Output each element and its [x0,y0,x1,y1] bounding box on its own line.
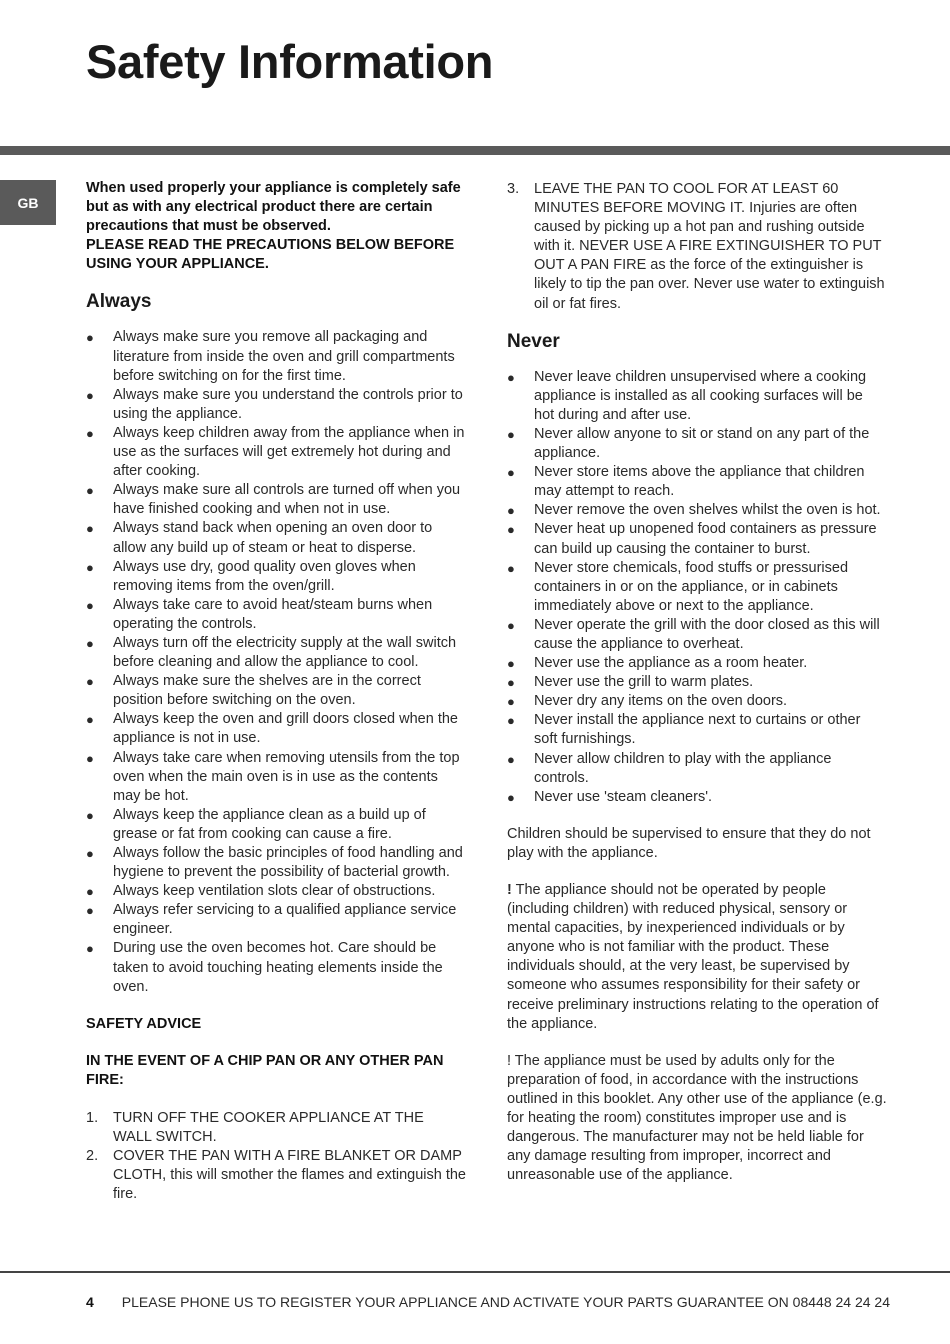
pan-fire-heading: IN THE EVENT OF A CHIP PAN OR ANY OTHER PAN FIRE: [86,1052,444,1088]
never-item-text: Never leave children unsupervised where a cooking appliance is installed as all cooking surfaces will be hot during and after use. [534,368,867,423]
step-text: LEAVE THE PAN TO COOL FOR AT LEAST 60 MINUTES BEFORE MOVING IT. Injuries are often caused by picking up a hot pan and rushing outside with it. NEVER USE A FIRE EXTINGUISHER TO PUT OUT A PAN FIRE as the force of the extinguisher is likely to tip the pan over. Never use water to extinguish oil or fat fires. [534,181,885,312]
bullet-icon: ● [86,712,94,728]
always-item [86,844,466,882]
never-item-text: Never store chemicals, food stuffs or pressurised containers in or on the appliance, or in cabinets immediately above or next to the appliance. [534,559,849,614]
bullet-icon: ● [86,846,94,861]
always-list [86,328,466,996]
always-item [86,672,466,710]
never-heading: Never [507,330,560,352]
bullet-icon: ● [507,369,515,385]
never-item-text: Never use the appliance as a room heater. [534,655,808,672]
always-item-text: During use the oven becomes hot. Care should be taken to avoid touching heating elements inside the oven. [113,940,443,995]
never-item [507,616,887,654]
bullet-icon: ● [507,656,515,672]
never-item-text: Never allow anyone to sit or stand on any part of the appliance. [534,425,870,462]
intro-text [86,179,466,274]
always-item [86,481,466,519]
always-item [86,596,466,634]
header-divider [0,146,950,155]
never-item-text: Never use the grill to warm plates. [534,674,754,691]
never-item-text: Never allow children to play with the appliance controls. [534,750,832,786]
always-item-text: Always take care when removing utensils from the top oven when the main oven is in use as the contents may be hot. [113,749,460,804]
step-item [86,1147,466,1204]
always-item-text: Always make sure all controls are turned off when you have finished cooking and when not in use. [113,482,461,518]
always-item [86,424,466,481]
never-item [507,750,887,788]
never-item [507,654,887,673]
pan-fire-steps-left [86,1109,466,1204]
bullet-icon: ● [86,483,94,499]
intro-warning: PLEASE READ THE PRECAUTIONS BELOW BEFORE USING YOUR APPLIANCE. [86,237,455,273]
always-item [86,634,466,672]
bullet-icon: ● [86,559,94,575]
bullet-icon: ● [86,635,94,651]
never-item-text: Never heat up unopened food containers as pressure can build up causing the container to burst. [534,521,877,557]
always-item [86,519,466,557]
never-item [507,501,887,520]
never-item [507,788,887,807]
safety-advice-heading: SAFETY ADVICE [86,1015,202,1032]
bullet-icon: ● [507,560,515,576]
language-tab: GB [0,180,56,225]
bullet-icon: ● [86,597,94,613]
footer-text: PLEASE PHONE US TO REGISTER YOUR APPLIANCE AND ACTIVATE YOUR PARTS GUARANTEE ON 08448 24 24 24 [121,1294,890,1310]
bullet-icon: ● [507,789,515,805]
step-text: COVER THE PAN WITH A FIRE BLANKET OR DAMP CLOTH, this will smother the flames and extinguish the fire. [113,1148,466,1203]
always-item [86,558,466,596]
always-item [86,710,466,748]
always-item [86,386,466,424]
bullet-icon: ● [507,675,515,691]
step-number: 3. [507,181,520,197]
bullet-icon: ● [86,387,94,403]
never-item [507,692,887,711]
never-item [507,425,887,463]
page-title: Safety Information [86,35,494,88]
always-item [86,806,466,844]
bullet-icon: ● [86,807,94,823]
always-item-text: Always take care to avoid heat/steam burns when operating the controls. [113,596,433,632]
adults-only-note: ! The appliance must be used by adults only for the preparation of food, in accordance with the instructions outlined in this booklet. Any other use of the appliance (e.g. for heating the room) constitutes improper use and is dangerous. The manufacturer may not be held liable for any damage resulting from improper, incorrect and unreasonable use of the appliance. [507,1052,887,1184]
exclamation-mark: ! [507,882,512,898]
always-item [86,939,466,996]
always-item-text: Always use dry, good quality oven gloves when removing items from the oven/grill. [113,558,416,594]
bullet-icon: ● [507,713,515,729]
always-item [86,749,466,806]
step-item [507,180,887,314]
step-number: 2. [86,1148,99,1165]
never-item [507,463,887,501]
always-item-text: Always make sure you remove all packaging and literature from inside the oven and grill compartments before switching on for the first time. [113,329,455,384]
bullet-icon: ● [507,522,515,538]
bullet-icon: ● [86,425,94,441]
always-heading: Always [86,291,152,313]
footer [86,1294,890,1310]
bullet-icon: ● [507,503,515,519]
bullet-icon: ● [86,903,94,919]
never-item-text: Never install the appliance next to curtains or other soft furnishings. [534,712,861,748]
always-item-text: Always keep the oven and grill doors closed when the appliance is not in use. [113,711,458,747]
never-item-text: Never store items above the appliance that children may attempt to reach. [534,464,865,500]
bullet-icon: ● [86,674,94,690]
never-list [507,368,887,807]
right-column [507,180,887,1185]
bullet-icon: ● [86,521,94,537]
never-item [507,368,887,425]
bullet-icon: ● [507,617,515,633]
intro-paragraph: When used properly your appliance is completely safe but as with any electrical product there are certain precautions that must be observed. [86,180,461,235]
always-item-text: Always keep ventilation slots clear of obstructions. [113,883,436,900]
bullet-icon: ● [86,330,94,346]
always-item-text: Always turn off the electricity supply at the wall switch before cleaning and allow the appliance to cool. [113,634,457,671]
always-item-text: Always refer servicing to a qualified appliance service engineer. [113,902,457,938]
bullet-icon: ● [507,426,515,442]
bullet-icon: ● [507,694,515,710]
left-column [86,179,466,1205]
step-number: 1. [86,1110,99,1127]
never-item-text: Never remove the oven shelves whilst the oven is hot. [534,502,881,519]
never-item-text: Never use 'steam cleaners'. [534,788,713,805]
never-item [507,559,887,616]
children-note: Children should be supervised to ensure that they do not play with the appliance. [507,825,871,861]
always-item-text: Always stand back when opening an oven door to allow any build up of steam or heat to disperse. [113,520,433,556]
footer-divider [0,1271,950,1273]
always-item [86,901,466,939]
bullet-icon: ● [86,750,94,766]
pan-fire-steps-right [507,180,887,314]
capacity-note-text: The appliance should not be operated by people (including children) with reduced physical, sensory or mental capacities, by inexperienced individuals or by anyone who is not familiar with the product. These individuals should, at the very least, be supervised by someone who assumes responsibility for their safety or receive preliminary instructions relating to the operation of the appliance. [507,882,879,1032]
never-item [507,520,887,558]
step-text: TURN OFF THE COOKER APPLIANCE AT THE WALL SWITCH. [113,1110,424,1146]
capacity-note [507,881,887,1034]
bullet-icon: ● [86,884,94,900]
always-item [86,328,466,385]
never-item [507,673,887,692]
bullet-icon: ● [507,751,515,767]
page-number: 4 [86,1294,94,1310]
never-item-text: Never operate the grill with the door closed as this will cause the appliance to overheat. [534,616,880,652]
always-item-text: Always make sure you understand the controls prior to using the appliance. [113,386,463,422]
never-item [507,711,887,749]
never-item-text: Never dry any items on the oven doors. [534,693,788,710]
always-item-text: Always keep children away from the appliance when in use as the surfaces will get extremely hot during and after cooking. [113,424,465,480]
always-item-text: Always make sure the shelves are in the correct position before switching on the oven. [113,673,421,709]
always-item-text: Always follow the basic principles of food handling and hygiene to prevent the possibility of bacterial growth. [113,845,463,881]
bullet-icon: ● [86,941,94,957]
step-item [86,1109,466,1147]
always-item-text: Always keep the appliance clean as a build up of grease or fat from cooking can cause a fire. [113,806,426,842]
bullet-icon: ● [507,465,515,481]
always-item [86,882,466,901]
